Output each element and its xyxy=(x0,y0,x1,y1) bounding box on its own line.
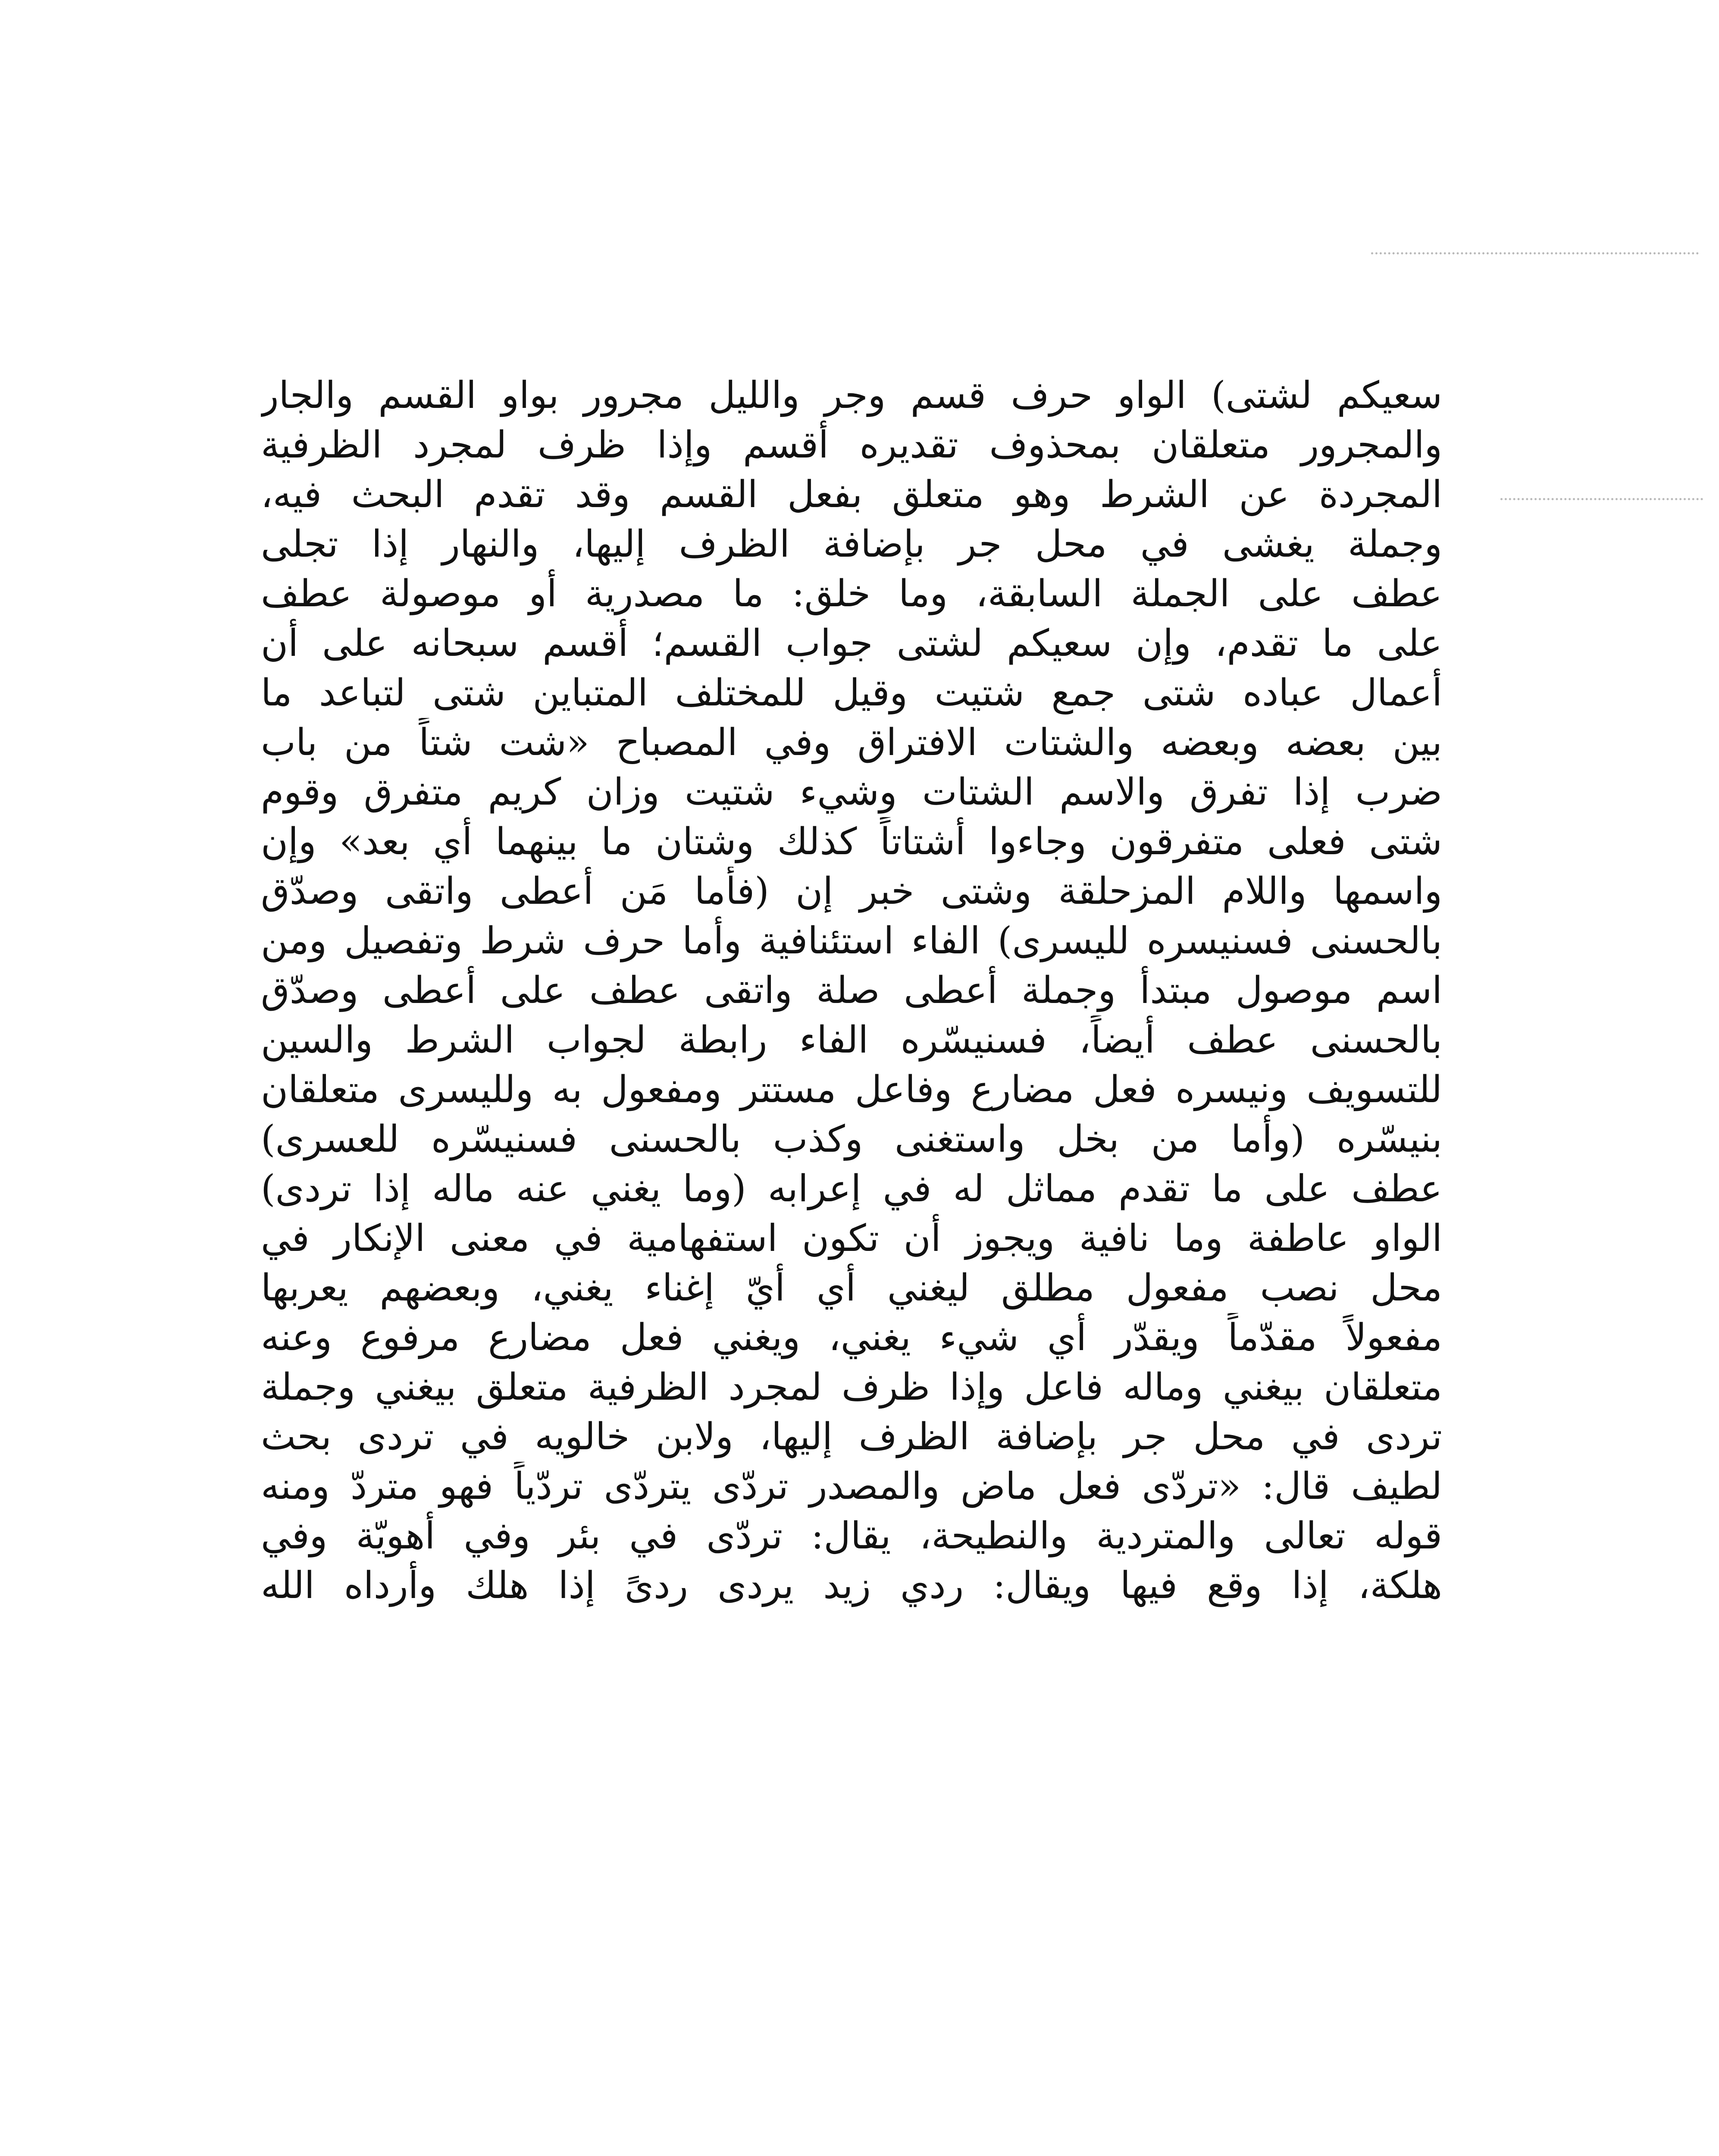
text-line-11: واسمها واللام المزحلقة وشتى خبر إن (فأما مَن أعطى واتقى وصدّق xyxy=(261,870,1442,913)
text-line-21: متعلقان بيغني وماله فاعل وإذا ظرف لمجرد الظرفية متعلق بيغني وجملة xyxy=(261,1366,1442,1409)
page-body-text xyxy=(261,371,1442,1611)
text-line-13: اسم موصول مبتدأ وجملة أعطى صلة واتقى عطف على أعطى وصدّق xyxy=(261,969,1442,1012)
text-line-9: ضرب إذا تفرق والاسم الشتات وشيء شتيت وزان كريم متفرق وقوم xyxy=(261,771,1442,814)
text-line-15: للتسويف ونيسره فعل مضارع وفاعل مستتر ومفعول به ولليسرى متعلقان xyxy=(261,1068,1442,1111)
text-line-25: هلكة، إذا وقع فيها ويقال: ردي زيد يردى ردىً إذا هلك وأرداه الله xyxy=(261,1564,1442,1607)
text-line-22: تردى في محل جر بإضافة الظرف إليها، ولابن خالويه في تردى بحث xyxy=(261,1415,1442,1458)
text-line-1: سعيكم لشتى) الواو حرف قسم وجر والليل مجرور بواو القسم والجار xyxy=(261,374,1442,417)
text-line-19: محل نصب مفعول مطلق ليغني أي أيّ إغناء يغني، وبعضهم يعربها xyxy=(261,1266,1442,1310)
text-line-10: شتى فعلى متفرقون وجاءوا أشتاتاً كذلك وشتان ما بينهما أي بعد» وإن xyxy=(261,820,1442,863)
text-line-20: مفعولاً مقدّماً ويقدّر أي شيء يغني، ويغني فعل مضارع مرفوع وعنه xyxy=(261,1316,1442,1359)
text-line-23: لطيف قال: «تردّى فعل ماضٍ والمصدر تردّى يتردّى تردّياً فهو متردّ ومنه xyxy=(261,1465,1442,1508)
text-line-12: بالحسنى فسنيسره لليسرى) الفاء استئنافية وأما حرف شرط وتفصيل ومن xyxy=(261,919,1442,962)
text-line-18: الواو عاطفة وما نافية ويجوز أن تكون استفهامية في معنى الإنكار في xyxy=(261,1217,1442,1260)
text-line-17: عطف على ما تقدم مماثل له في إعرابه (وما يغني عنه ماله إذا تردى) xyxy=(261,1167,1442,1210)
text-line-4: وجملة يغشى في محل جر بإضافة الظرف إليها، والنهار إذا تجلى xyxy=(261,523,1442,566)
text-line-5: عطف على الجملة السابقة، وما خلق: ما مصدرية أو موصولة عطف xyxy=(261,572,1442,615)
text-line-14: بالحسنى عطف أيضاً، فسنيسّره الفاء رابطة لجواب الشرط والسين xyxy=(261,1018,1442,1062)
text-line-8: بين بعضه وبعضه والشتات الافتراق وفي المصباح «شت شتاً من باب xyxy=(261,721,1442,764)
scan-edge-mark-middle xyxy=(1500,498,1703,500)
text-line-3: المجردة عن الشرط وهو متعلق بفعل القسم وقد تقدم البحث فيه، xyxy=(261,473,1442,516)
text-line-6: على ما تقدم، وإن سعيكم لشتى جواب القسم؛ أقسم سبحانه على أن xyxy=(261,622,1442,665)
text-line-16: بنيسّره (وأما من بخل واستغنى وكذب بالحسنى فسنيسّره للعسرى) xyxy=(261,1118,1442,1161)
text-line-24: قوله تعالى والمتردية والنطيحة، يقال: تردّى في بئر وفي أهويّة وفي xyxy=(261,1514,1442,1557)
text-line-2: والمجرور متعلقان بمحذوف تقديره أقسم وإذا ظرف لمجرد الظرفية xyxy=(261,423,1442,467)
scan-edge-mark-top xyxy=(1371,252,1699,254)
text-line-7: أعمال عباده شتى جمع شتيت وقيل للمختلف المتباين شتى لتباعد ما xyxy=(261,671,1442,714)
